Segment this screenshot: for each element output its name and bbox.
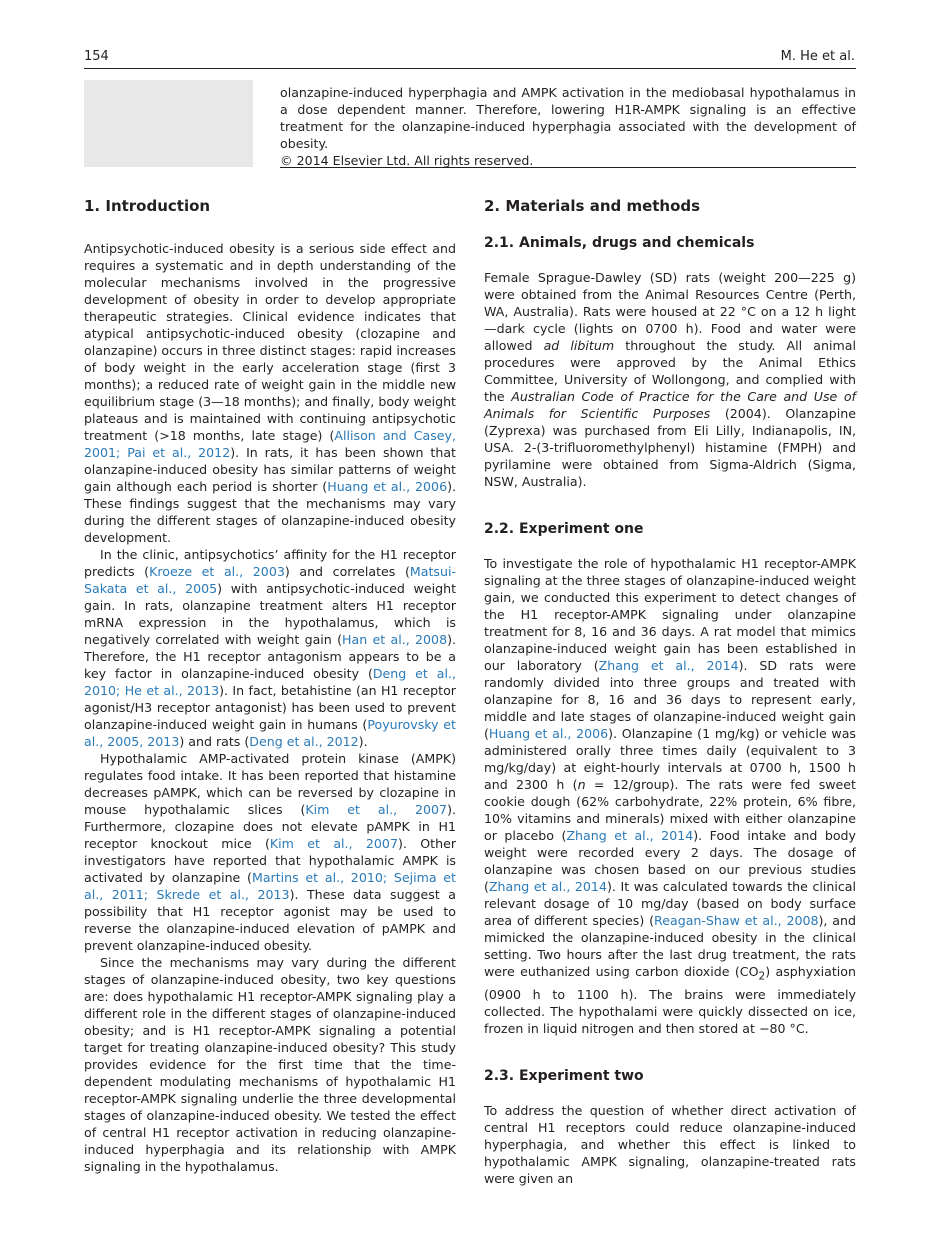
citation-link[interactable]: Poyurovsky et al., 2005, 2013 xyxy=(84,717,456,749)
left-column xyxy=(84,194,456,1175)
citation-link[interactable]: Zhang et al., 2014 xyxy=(598,658,739,673)
section-2-1-heading: 2.1. Animals, drugs and chemicals xyxy=(484,235,755,251)
citation-link[interactable]: Matsui-Sakata et al., 2005 xyxy=(84,564,456,596)
section-2-3-text: To address the question of whether direct activation of central H1 receptors could reduce olanzapine-induced hyperphagia, and whether this effect is linked to hypothalamic AMPK signaling, olanzapine-treated rats were given an xyxy=(484,1102,856,1186)
right-column xyxy=(484,194,856,1187)
abstract-rule xyxy=(280,167,856,168)
section-2-3-heading: 2.3. Experiment two xyxy=(484,1067,644,1084)
intro-paragraph-1: Antipsychotic-induced obesity is a serious side effect and requires a systematic and in depth understanding of the molecular mechanisms involved in the progressive development of obesity in order to develop appropriate therapeutic strategies. Clinical evidence indicates that atypical antipsychotic-induced obesity (clozapine and olanzapine) occurs in three distinct stages: rapid increases of body weight in the early acceleration stage (first 3 months); a reduced rate of weight gain in the middle new equilibrium stage (3—18 months); and finally, body weight plateaus and is maintained with continuing antipsychotic treatment (>18 months, late stage) (Allison and Casey, 2001; Pai et al., 2012). In rats, it has been shown that olanzapine-induced obesity has similar patterns of weight gain although each period is shorter (Huang et al., 2006). These findings suggest that the mechanisms may vary during the different stages of olanzapine-induced obesity development. xyxy=(84,241,456,545)
intro-paragraph-4: Since the mechanisms may vary during the different stages of olanzapine-induced obesity, two key questions are: does hypothalamic H1 receptor-AMPK signaling play a different role in the different stages of olanzapine-induced obesity; and is H1 receptor-AMPK signaling a potential target for treating olanzapine-induced obesity? This study provides evidence for the first time that the time-dependent modulating mechanisms of hypothalamic H1 receptor-AMPK signaling underlie the three developmental stages of olanzapine-induced obesity. We tested the effect of central H1 receptor activation in reducing olanzapine-induced hyperphagia and its relationship with AMPK signaling in the hypothalamus. xyxy=(84,955,456,1174)
section-2-2-heading: 2.2. Experiment one xyxy=(484,521,644,537)
intro-paragraph-2: In the clinic, antipsychotics’ affinity for the H1 receptor predicts (Kroeze et al., 2003) and correlates (Matsui-Sakata et al., 2005) with antipsychotic-induced weight gain. In rats, olanzapine treatment alters H1 receptor mRNA expression in the hypothalamus, which is negatively correlated with weight gain (Han et al., 2008). Therefore, the H1 receptor antagonism appears to be a key factor in olanzapine-induced obesity (Deng et al., 2010; He et al., 2013). In fact, betahistine (an H1 receptor agonist/H3 receptor antagonist) has been used to prevent olanzapine-induced weight gain in humans (Poyurovsky et al., 2005, 2013) and rats (Deng et al., 2012). xyxy=(84,547,457,749)
citation-link[interactable]: Deng et al., 2012 xyxy=(249,734,359,749)
citation-link[interactable]: Martins et al., 2010; Sejima et al., 2011; Skrede et al., 2013 xyxy=(84,870,456,902)
citation-link[interactable]: Kim et al., 2007 xyxy=(305,802,448,817)
abstract-tail xyxy=(280,84,856,169)
citation-link[interactable]: Deng et al., 2010; He et al., 2013 xyxy=(84,666,456,698)
running-head-authors: M. He et al. xyxy=(780,49,855,64)
citation-link[interactable]: Allison and Casey, 2001; Pai et al., 2012 xyxy=(84,428,456,460)
citation-link[interactable]: Zhang et al., 2014 xyxy=(488,879,607,894)
copyright-line: © 2014 Elsevier Ltd. All rights reserved. xyxy=(280,153,534,168)
section-2-1-text: Female Sprague-Dawley (SD) rats (weight 200—225 g) were obtained from the Animal Resources Centre (Perth, WA, Australia). Rats were housed at 22 °C on a 12 h light—dark cycle (lights on 0700 h). Food and water were allowed ad libitum throughout the study. All animal procedures were approved by the Animal Ethics Committee, University of Wollongong, and complied with the Australian Code of Practice for the Care and Use of Animals for Scientific Purposes (2004). Olanzapine (Zyprexa) was purchased from Eli Lilly, Indianapolis, IN, USA. 2-(3-trifluoromethylphenyl) histamine (FMPH) and pyrilamine were obtained from Sigma-Aldrich (Sigma, NSW, Australia). xyxy=(484,270,856,489)
header-rule xyxy=(84,68,856,69)
citation-link[interactable]: Kroeze et al., 2003 xyxy=(149,564,285,579)
abstract-text: olanzapine-induced hyperphagia and AMPK activation in the mediobasal hypothalamus in a dose dependent manner. Therefore, lowering H1R-AMPK signaling is an effective treatment for the olanzapine-induced hyperphagia associated with the development of obesity. xyxy=(280,85,856,151)
citation-link[interactable]: Reagan-Shaw et al., 2008 xyxy=(654,913,819,928)
citation-link[interactable]: Han et al., 2008 xyxy=(342,632,448,647)
methods-heading: 2. Materials and methods xyxy=(484,197,701,215)
citation-link[interactable]: Huang et al., 2006 xyxy=(488,726,609,741)
citation-link[interactable]: Huang et al., 2006 xyxy=(327,479,448,494)
section-2-2-text: To investigate the role of hypothalamic H1 receptor-AMPK signaling at the three stages of olanzapine-induced weight gain, we conducted this experiment to detect changes of the H1 receptor-AMPK signaling under olanzapine treatment for 8, 16 and 36 days. A rat model that mimics olanzapine-induced weight gain has been established in our laboratory (Zhang et al., 2014). SD rats were randomly divided into three groups and treated with olanzapine for 8, 16 and 36 days to represent early, middle and late stages of olanzapine-induced weight gain (Huang et al., 2006). Olanzapine (1 mg/kg) or vehicle was administered orally three times daily (equivalent to 3 mg/kg/day) at eight-hourly intervals at 0700 h, 1500 h and 2300 h (n = 12/group). The rats were fed sweet cookie dough (62% carbohydrate, 22% protein, 6% fibre, 10% vitamins and minerals) mixed with either olanzapine or placebo (Zhang et al., 2014). Food intake and body weight were recorded every 2 days. The dosage of olanzapine was chosen based on our previous studies (Zhang et al., 2014). It was calculated towards the clinical relevant dosage of 10 mg/day (based on body surface area of different species) (Reagan-Shaw et al., 2008), and mimicked the olanzapine-induced obesity in the clinical setting. Two hours after the last drug treatment, the rats were euthanized using carbon dioxide $(CO_2)$ asphyxiation (0900 h to 1100 h). The brains were immediately collected. The hypothalami were quickly dissected on ice, frozen in liquid nitrogen and then stored at −80 °C. xyxy=(484,556,856,1036)
intro-paragraph-3: Hypothalamic AMP-activated protein kinase (AMPK) regulates food intake. It has been reported that histamine decreases pAMPK, which can be reversed by clozapine in mouse hypothalamic slices (Kim et al., 2007). Furthermore, clozapine does not elevate pAMPK in H1 receptor knockout mice (Kim et al., 2007). Other investigators have reported that hypothalamic AMPK is activated by olanzapine (Martins et al., 2010; Sejima et al., 2011; Skrede et al., 2013). These data suggest a possibility that H1 receptor agonist may be used to reverse the olanzapine-induced elevation of pAMPK and prevent olanzapine-induced obesity. xyxy=(84,751,456,953)
page-number: 154 xyxy=(84,49,109,64)
citation-link[interactable]: Zhang et al., 2014 xyxy=(566,828,694,843)
citation-link[interactable]: Kim et al., 2007 xyxy=(269,836,398,851)
intro-heading: 1. Introduction xyxy=(84,197,211,215)
abstract-side-box xyxy=(84,80,253,167)
